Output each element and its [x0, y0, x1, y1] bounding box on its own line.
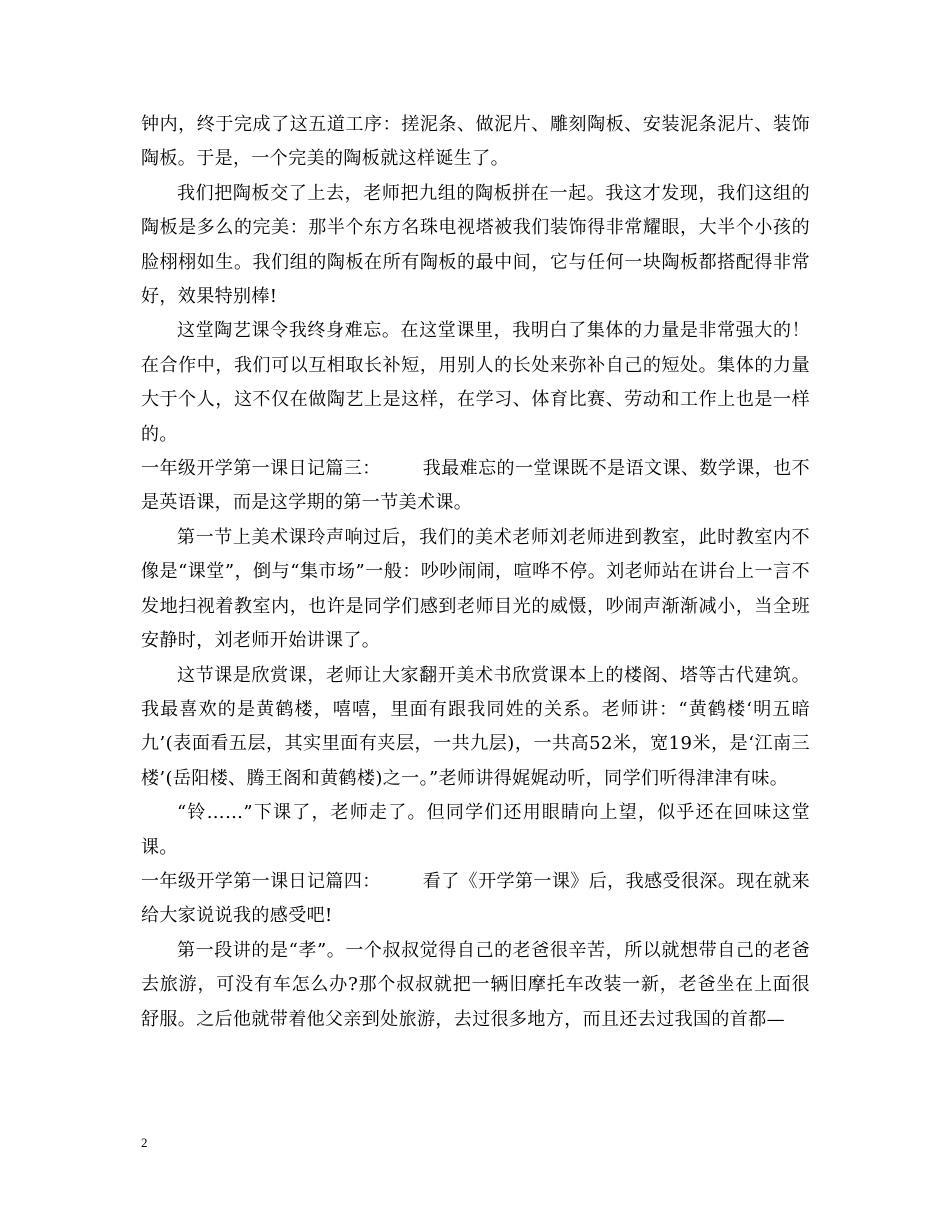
paragraph-9: 第一段讲的是“孝”。一个叔叔觉得自己的老爸很辛苦，所以就想带自己的老爸去旅游，可没有车怎么办?那个叔叔就把一辆旧摩托车改装一新，老爸坐在上面很舒服。之后他就带着他父亲到处旅游，去过很多地方，而且还去过我国的首都—: [141, 939, 810, 1030]
section-3-opening: 我最难忘的一堂课既不是语文课、数学课，也不是英语课，而是这学期的第一节美术课。: [141, 458, 810, 514]
document-body: [141, 108, 810, 1037]
section-3-intro: [141, 452, 810, 521]
paragraph-6: 这节课是欣赏课，老师让大家翻开美术书欣赏课本上的楼阁、塔等古代建筑。我最喜欢的是黄鹤楼，嘻嘻，里面有跟我同姓的关系。老师讲：“黄鹤楼‘明五暗九’(表面看五层，其实里面有夹层，一共九层)，一共高52米，宽19米，是‘江南三楼’(岳阳楼、腾王阁和黄鹤楼)之一。”老师讲得娓娓动听，同学们听得津津有味。: [141, 664, 810, 789]
paragraph-7: “铃……”下课了，老师走了。但同学们还用眼睛向上望，似乎还在回味这堂课。: [141, 802, 810, 858]
paragraph-5: 第一节上美术课玲声响过后，我们的美术老师刘老师进到教室，此时教室内不像是“课堂”，倒与“集市场”一般：吵吵闹闹，喧哗不停。刘老师站在讲台上一言不发地扫视着教室内，也许是同学们感到老师目光的威慑，吵闹声渐渐减小，当全班安静时，刘老师开始讲课了。: [141, 526, 810, 652]
section-4-heading: 一年级开学第一课日记篇四：: [141, 870, 381, 892]
section-4-intro: [141, 865, 810, 934]
paragraph-1: 钟内，终于完成了这五道工序：搓泥条、做泥片、雕刻陶板、安装泥条泥片、装饰陶板。于是，一个完美的陶板就这样诞生了。: [141, 114, 810, 170]
page-number: 2: [141, 1135, 148, 1150]
section-3-heading: 一年级开学第一课日记篇三：: [141, 458, 381, 480]
section-4-opening: 看了《开学第一课》后，我感受很深。现在就来给大家说说我的感受吧!: [141, 870, 810, 927]
paragraph-3: 这堂陶艺课令我终身难忘。在这堂课里，我明白了集体的力量是非常强大的！在合作中，我们可以互相取长补短，用别人的长处来弥补自己的短处。集体的力量大于个人，这不仅在做陶艺上是这样，在学习、体育比赛、劳动和工作上也是一样的。: [141, 320, 810, 445]
paragraph-2: 我们把陶板交了上去，老师把九组的陶板拼在一起。我这才发现，我们这组的陶板是多么的完美：那半个东方名珠电视塔被我们装饰得非常耀眼，大半个小孩的脸栩栩如生。我们组的陶板在所有陶板的最中间，它与任何一块陶板都搭配得非常好，效果特别棒!: [141, 182, 810, 308]
